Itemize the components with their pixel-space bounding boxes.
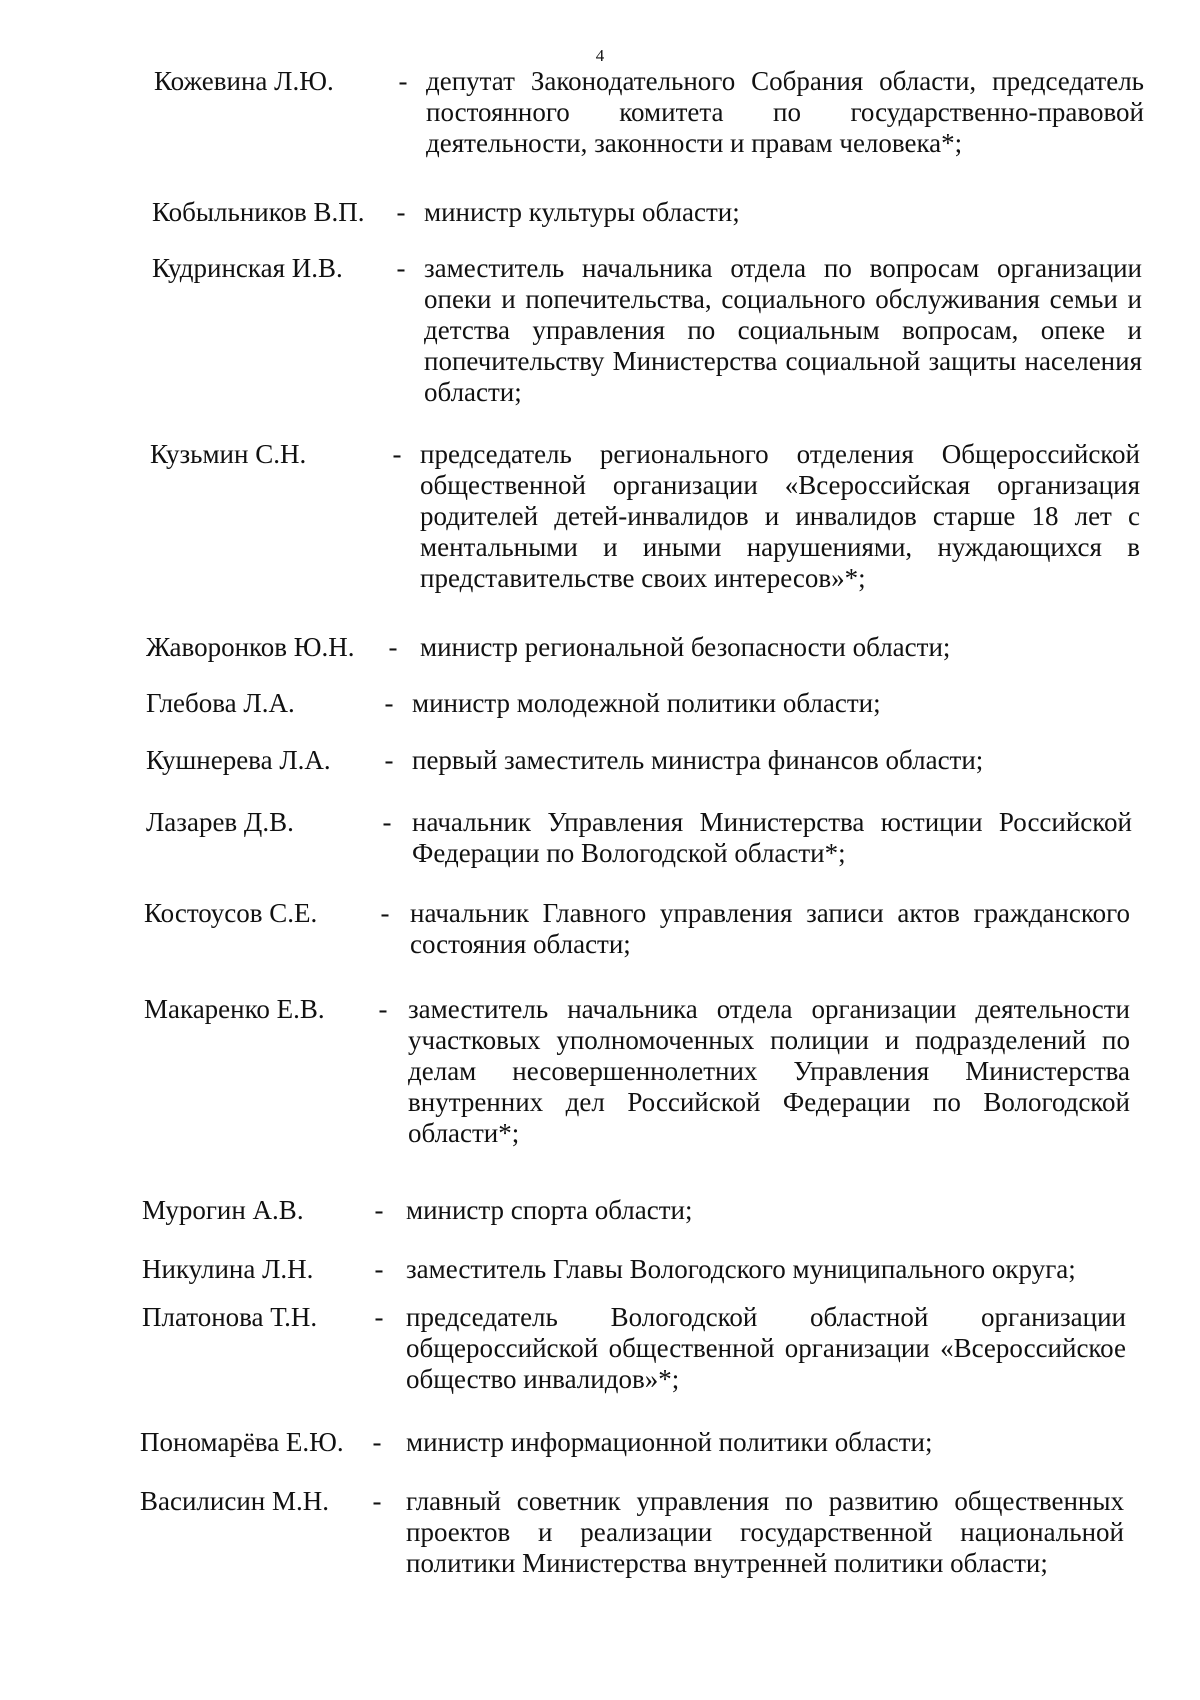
separator-dash: - [392,439,402,469]
separator-dash: - [396,197,406,227]
member-name: Василисин М.Н. [140,1486,329,1516]
member-name: Кобыльников В.П. [152,197,365,227]
page-number: 4 [595,46,605,65]
member-position: главный советник управления по развитию общественных проектов и реализации государственной национальной политики Министерства внутренней политики области; [406,1486,1124,1578]
separator-dash: - [374,1195,384,1225]
member-position: заместитель Главы Вологодского муниципального округа; [406,1254,1076,1284]
member-name: Никулина Л.Н. [142,1254,314,1284]
member-name: Кудринская И.В. [152,253,343,283]
separator-dash: - [374,1254,384,1284]
separator-dash: - [384,745,394,775]
member-position: министр культуры области; [424,197,740,227]
member-name: Кузьмин С.Н. [150,439,307,469]
member-name: Глебова Л.А. [146,688,295,718]
separator-dash: - [384,688,394,718]
member-position: первый заместитель министра финансов области; [412,745,984,775]
separator-dash: - [378,994,388,1024]
member-position: министр региональной безопасности области; [420,632,951,662]
member-position: депутат Законодательного Собрания области, председатель постоянного комитета по государственно-правовой деятельности, законности и правам человека*; [426,66,1144,158]
member-name: Платонова Т.Н. [142,1302,318,1332]
member-name: Костоусов С.Е. [144,898,318,928]
member-name: Кожевина Л.Ю. [154,66,334,96]
separator-dash: - [380,898,390,928]
member-position: министр информационной политики области; [406,1427,933,1457]
separator-dash: - [396,253,406,283]
member-position: начальник Главного управления записи актов гражданского состояния области; [410,898,1130,959]
member-position: начальник Управления Министерства юстиции Российской Федерации по Вологодской области*; [412,807,1132,868]
member-name: Кушнерева Л.А. [146,745,331,775]
member-name: Лазарев Д.В. [146,807,294,837]
separator-dash: - [372,1486,382,1516]
member-position: министр молодежной политики области; [412,688,881,718]
member-position: министр спорта области; [406,1195,693,1225]
member-name: Макаренко Е.В. [144,994,325,1024]
member-name: Пономарёва Е.Ю. [140,1427,344,1457]
member-position: заместитель начальника отдела по вопросам организации опеки и попечительства, социального обслуживания семьи и детства управления по социальным вопросам, опеке и попечительству Министерства социальной защиты населения области; [424,253,1142,407]
member-position: председатель регионального отделения Общероссийской общественной организации «Всероссийская организация родителей детей-инвалидов и инвалидов старше 18 лет с ментальными и иными нарушениями, нуждающихся в представительстве своих интересов»*; [420,439,1140,593]
separator-dash: - [388,632,398,662]
separator-dash: - [372,1427,382,1457]
member-name: Жаворонков Ю.Н. [146,632,355,662]
member-position: заместитель начальника отдела организации деятельности участковых уполномоченных полиции и подразделений по делам несовершеннолетних Управления Министерства внутренних дел Российской Федерации по Вологодской области*; [408,994,1130,1148]
member-name: Мурогин А.В. [142,1195,304,1225]
member-position: председатель Вологодской областной организации общероссийской общественной организации «Всероссийское общество инвалидов»*; [406,1302,1126,1394]
separator-dash: - [374,1302,384,1332]
separator-dash: - [382,807,392,837]
separator-dash: - [398,66,408,96]
